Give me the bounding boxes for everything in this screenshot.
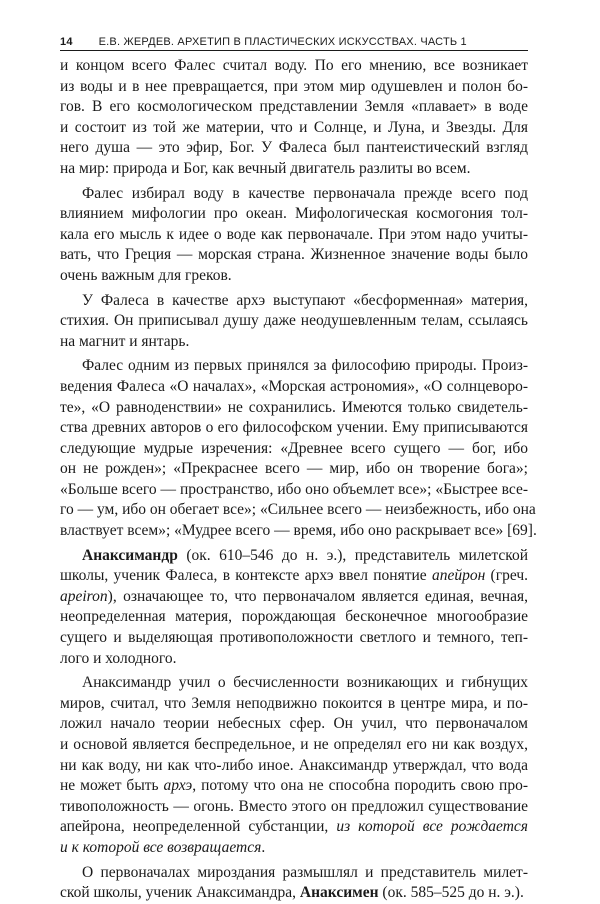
text-line: сущего и выделяющая противоположности светлого и темного, теп- bbox=[60, 629, 528, 647]
text-line: Анаксимандр учил о бесчисленности возникающих и гибнущих bbox=[82, 674, 528, 692]
text-run: (греч. bbox=[485, 567, 528, 585]
text-line bbox=[60, 817, 528, 838]
text-line: Фалес одним из первых принялся за философию природы. Произ- bbox=[82, 357, 528, 375]
term-apeiron-greek: apeiron bbox=[60, 587, 108, 605]
text-line: и основой является беспредельное, и не определял его ни как воздух, bbox=[60, 736, 528, 753]
text-line: на мир: природа и Бог, как вечный двигатель разлиты во всем. bbox=[60, 159, 471, 177]
text-line: неопределенная материя, порождающая бесконечное многообразие bbox=[60, 608, 528, 626]
text-line: У Фалеса в качестве архэ выступают «бесформенная» материя, bbox=[82, 291, 528, 309]
text-run: , потому что она не способна породить свою про- bbox=[192, 777, 528, 795]
italic-phrase: из которой все рождается bbox=[336, 818, 528, 836]
text-line: О первоначалах мироздания размышлял и представитель милет- bbox=[82, 863, 528, 881]
text-line: и концом всего Фалес считал воду. По его мнению, все возникает bbox=[60, 57, 528, 74]
person-name-anaximenes: Анаксимен bbox=[299, 884, 379, 902]
text-line: ложил начало теории небесных сфер. Он учил, что первоначалом bbox=[60, 715, 528, 733]
body-text bbox=[60, 56, 537, 904]
header-rule bbox=[60, 50, 528, 51]
text-run: ), означающее то, что первоначалом является единая, вечная, bbox=[107, 587, 528, 605]
text-line bbox=[60, 587, 528, 608]
page-number: 14 bbox=[60, 36, 73, 48]
text-line: вать, что Греция — морская страна. Жизненное значение воды было bbox=[60, 246, 528, 264]
person-name-anaximander: Анаксимандр bbox=[82, 546, 178, 564]
text-line: «Больше всего — пространство, ибо оно объемлет все»; «Быстрее все- bbox=[60, 480, 528, 498]
text-run: . bbox=[261, 838, 266, 856]
text-line: го — ум, ибо он обегает все»; «Сильнее всего — неизбежность, ибо она bbox=[60, 501, 536, 519]
text-line: на магнит и янтарь. bbox=[60, 332, 190, 350]
text-line bbox=[60, 883, 528, 904]
text-run: (ок. 585–525 до н. э.). bbox=[378, 884, 524, 902]
text-line: и состоит из той же материи, что и Солнце, и Луна, и Звезды. Для bbox=[60, 118, 528, 136]
text-line: гов. В его космологическом представлении Земля «плавает» в воде bbox=[60, 98, 528, 116]
text-line: следующие мудрые изречения: «Древнее всего сущего — бог, ибо bbox=[60, 439, 528, 457]
text-line: миров, считал, что Земля неподвижно покоится в центре мира, и по- bbox=[60, 694, 528, 712]
text-line: Фалес избирал воду в качестве первоначала прежде всего под bbox=[82, 184, 528, 202]
text-run: школы, ученик Фалеса, в контексте архэ ввел понятие bbox=[60, 567, 432, 585]
text-line: стихия. Он приписывал душу даже неодушевленным телам, ссылаясь bbox=[60, 312, 528, 330]
text-run: не может быть bbox=[60, 777, 164, 795]
text-line: него душа — это эфир, Бог. У Фалеса был пантеистический взгляд bbox=[60, 139, 528, 157]
term-arche: архэ bbox=[163, 777, 193, 795]
term-apeiron: апейрон bbox=[431, 567, 486, 585]
text-line: ства древних авторов о его философском учении. Ему приписываются bbox=[60, 419, 528, 437]
italic-phrase: и к которой все возвращается bbox=[60, 838, 262, 856]
text-run: (ок. 610–546 до н. э.), представитель милетской bbox=[177, 546, 528, 564]
running-header bbox=[60, 34, 528, 48]
text-line: ведения Фалеса «О началах», «Морская астрономия», «О солнцеворо- bbox=[60, 377, 528, 395]
text-run: ской школы, ученик Анаксимандра, bbox=[60, 884, 300, 902]
text-line: очень важным для греков. bbox=[60, 266, 232, 284]
text-line: из воды и в нее превращается, при этом мир одушевлен и полон бо- bbox=[60, 77, 528, 95]
text-line bbox=[60, 566, 528, 587]
text-line bbox=[60, 546, 528, 567]
text-line: властвует всем»; «Мудрее всего — время, ибо оно раскрывает все» [69]. bbox=[60, 522, 537, 540]
text-line bbox=[60, 838, 528, 859]
text-line: те», «О равноденствии» не сохранились. Имеются только свидетель- bbox=[60, 398, 528, 416]
text-line: тивоположность — огонь. Вместо этого он предложил существование bbox=[60, 797, 528, 815]
text-line: он не рожден»; «Прекраснее всего — мир, ибо он творение бога»; bbox=[60, 460, 528, 478]
text-line: кала его мысль к идее о воде как первоначале. При этом надо учиты- bbox=[60, 225, 528, 243]
text-line bbox=[60, 776, 528, 797]
running-title: Е.В. ЖЕРДЕВ. АРХЕТИП В ПЛАСТИЧЕСКИХ ИСКУССТВАХ. ЧАСТЬ 1 bbox=[98, 36, 467, 48]
text-line: ни как воду, ни как что-либо иное. Анаксимандр утверждал, что вода bbox=[60, 756, 528, 774]
text-run: апейрона, неопределенной субстанции, bbox=[60, 818, 337, 836]
text-line: лого и холодного. bbox=[60, 649, 177, 667]
text-line: влиянием мифологии про океан. Мифологическая космогония тол- bbox=[60, 205, 528, 223]
